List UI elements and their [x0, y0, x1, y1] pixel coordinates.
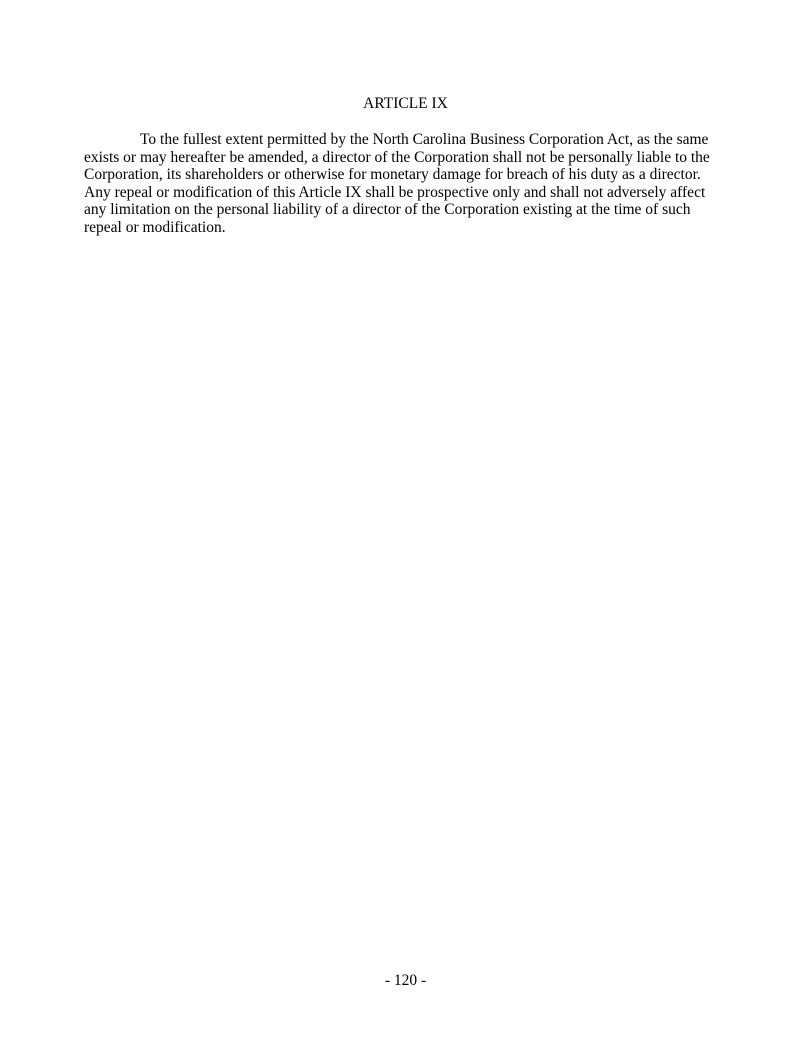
article-body-paragraph: To the fullest extent permitted by the North Carolina Business Corporation Act, as the same exists or may hereafter be amended, a director of the Corporation shall not be personally liable to the Corporation, its shareholders or otherwise for monetary damage for breach of his duty as a director. Any repeal or modification of this Article IX shall be prospective only and shall not adversely affect any limitation on the personal liability of a director of the Corporation existing at the time of such repeal or modification. — [84, 131, 710, 236]
article-heading: ARTICLE IX — [363, 95, 448, 112]
page-number: - 120 - — [384, 972, 427, 989]
